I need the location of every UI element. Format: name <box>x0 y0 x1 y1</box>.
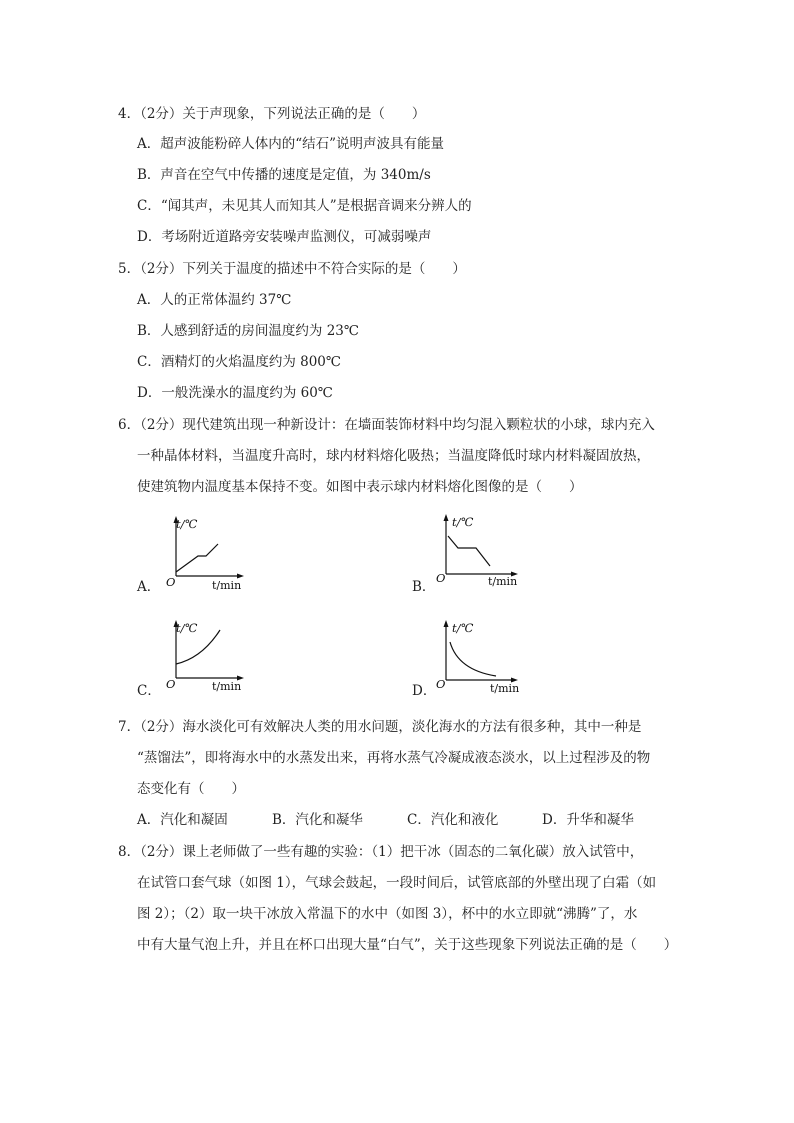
q6-graph-a-x-arrow <box>237 574 244 579</box>
q6-stem-line-1: 6．（2分）现代建筑出现一种新设计：在墙面装饰材料中均匀混入颗粒状的小球，球内充入 <box>118 417 655 433</box>
q8-stem-line-4: 中有大量气泡上升，并且在杯口出现大量“白气”，关于这些现象下列说法正确的是（ ） <box>137 937 678 953</box>
q6-graph-b-y-label: t/℃ <box>452 515 474 529</box>
q6-graph-d-origin: O <box>436 677 446 691</box>
q7-option-d: D．升华和凝华 <box>542 812 634 828</box>
q7-stem-line-3: 态变化有（ ） <box>137 781 245 797</box>
q4-stem: 4．（2分）关于声现象，下列说法正确的是（ ） <box>118 106 426 122</box>
q6-graph-b-curve <box>448 536 490 566</box>
q8-stem-line-1: 8．（2分）课上老师做了一些有趣的实验：（1）把干冰（固态的二氧化碳）放入试管中， <box>118 844 644 860</box>
q6-graph-a-label: A． <box>137 579 161 595</box>
q5-option-c: C．酒精灯的火焰温度约为 800℃ <box>137 354 341 370</box>
q6-graph-b <box>432 508 532 590</box>
q6-graph-c-origin: O <box>166 677 176 691</box>
q7-option-a: A．汽化和凝固 <box>137 812 228 828</box>
q6-stem-line-3: 使建筑物内温度基本保持不变。如图中表示球内材料熔化图像的是（ ） <box>137 479 583 495</box>
q6-graph-a-x-label: t/min <box>212 579 242 590</box>
q8-stem-line-2: 在试管口套气球（如图 1），气球会鼓起，一段时间后，试管底部的外壁出现了白霜（如 <box>137 875 657 891</box>
q6-graph-c-x-label: t/min <box>212 680 242 693</box>
q6-graph-a-y-label: t/℃ <box>176 517 198 531</box>
q6-graph-a-curve <box>176 544 218 572</box>
q6-graph-c-label: C． <box>137 683 161 699</box>
q5-stem: 5．（2分）下列关于温度的描述中不符合实际的是（ ） <box>118 261 466 277</box>
q7-option-b: B．汽化和凝华 <box>272 812 363 828</box>
q7-stem-line-1: 7．（2分）海水淡化可有效解决人类的用水问题，淡化海水的方法有很多种，其中一种是 <box>118 719 642 735</box>
q6-graph-d-curve <box>450 642 496 676</box>
q6-graph-b-y-arrow <box>444 514 449 521</box>
q6-graph-d <box>432 614 532 696</box>
q6-stem-line-2: 一种晶体材料，当温度升高时，球内材料熔化吸热；当温度降低时球内材料凝固放热， <box>137 448 650 464</box>
q6-graph-c-y-label: t/℃ <box>176 621 198 635</box>
q6-graph-c <box>160 614 260 694</box>
q6-graph-d-x-label: t/min <box>490 682 520 695</box>
q6-graph-a <box>160 510 260 590</box>
q6-graph-b-x-label: t/min <box>488 575 518 588</box>
q4-option-a: A．超声波能粉碎人体内的“结石”说明声波具有能量 <box>137 136 445 152</box>
q6-graph-b-label: B． <box>412 579 436 595</box>
q7-option-c: C．汽化和液化 <box>407 812 499 828</box>
q6-graph-c-curve <box>176 630 220 664</box>
q4-option-d: D．考场附近道路旁安装噪声监测仪，可减弱噪声 <box>137 229 432 245</box>
q4-option-b: B．声音在空气中传播的速度是定值，为 340m/s <box>137 167 431 183</box>
q5-option-d: D．一般洗澡水的温度约为 60℃ <box>137 385 333 401</box>
q6-graph-d-y-label: t/℃ <box>452 621 474 635</box>
q6-graph-b-origin: O <box>436 571 446 585</box>
q5-option-b: B．人感到舒适的房间温度约为 23℃ <box>137 323 359 339</box>
q5-option-a: A．人的正常体温约 37℃ <box>137 292 292 308</box>
q4-option-c: C．“闻其声，未见其人而知其人”是根据音调来分辨人的 <box>137 198 472 214</box>
q6-graph-d-label: D． <box>412 683 437 699</box>
q6-graph-a-origin: O <box>166 575 176 589</box>
q7-stem-line-2: “蒸馏法”，即将海水中的水蒸发出来，再将水蒸气冷凝成液态淡水，以上过程涉及的物 <box>137 750 651 766</box>
q6-graph-d-y-arrow <box>444 620 449 627</box>
q8-stem-line-3: 图 2）；（2）取一块干冰放入常温下的水中（如图 3），杯中的水立即就“沸腾”了，水 <box>137 906 638 922</box>
